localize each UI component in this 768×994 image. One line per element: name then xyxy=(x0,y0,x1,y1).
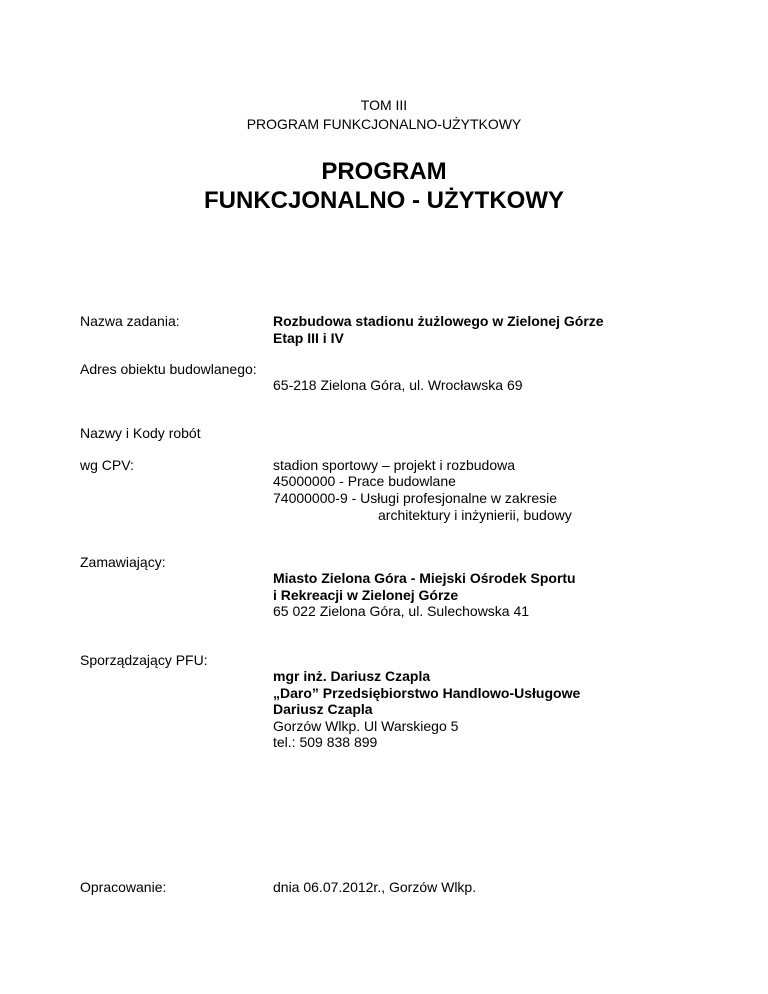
client-address: 65 022 Zielona Góra, ul. Sulechowska 41 xyxy=(273,603,530,619)
address-value: 65-218 Zielona Góra, ul. Wrocławska 69 xyxy=(273,377,523,393)
cpv-label: wg CPV: xyxy=(80,457,134,473)
document-title-line1: PROGRAM xyxy=(321,158,447,185)
client-label: Zamawiający: xyxy=(80,554,166,570)
volume-subtitle: PROGRAM FUNKCJONALNO-UŻYTKOWY xyxy=(246,116,522,132)
task-name-line2: Etap III i IV xyxy=(273,330,344,346)
cpv-line-3: 74000000-9 - Usługi profesjonalne w zakresie xyxy=(273,490,558,506)
cpv-line-continuation: architektury i inżynierii, budowy xyxy=(378,507,572,523)
prepared-value: dnia 06.07.2012r., Gorzów Wlkp. xyxy=(273,879,477,895)
author-label: Sporządzający PFU: xyxy=(80,652,208,668)
client-line1: Miasto Zielona Góra - Miejski Ośrodek Sportu xyxy=(273,570,576,586)
task-name-line1: Rozbudowa stadionu żużlowego w Zielonej Górze xyxy=(273,313,604,329)
author-company: „Daro” Przedsiębiorstwo Handlowo-Usługowe xyxy=(273,685,581,701)
author-name: mgr inż. Dariusz Czapla xyxy=(273,668,431,684)
work-codes-label: Nazwy i Kody robót xyxy=(80,425,201,441)
client-line2: i Rekreacji w Zielonej Górze xyxy=(273,587,459,603)
author-address: Gorzów Wlkp. Ul Warskiego 5 xyxy=(273,718,459,734)
author-phone: tel.: 509 838 899 xyxy=(273,734,378,750)
prepared-label: Opracowanie: xyxy=(80,879,167,895)
cpv-line-2: 45000000 - Prace budowlane xyxy=(273,473,456,489)
volume-label: TOM III xyxy=(360,97,408,113)
document-title-line2: FUNKCJONALNO - UŻYTKOWY xyxy=(204,187,564,214)
cpv-line-1: stadion sportowy – projekt i rozbudowa xyxy=(273,457,516,473)
task-name-label: Nazwa zadania: xyxy=(80,313,180,329)
author-owner: Dariusz Czapla xyxy=(273,701,373,717)
address-label: Adres obiektu budowlanego: xyxy=(80,361,257,377)
